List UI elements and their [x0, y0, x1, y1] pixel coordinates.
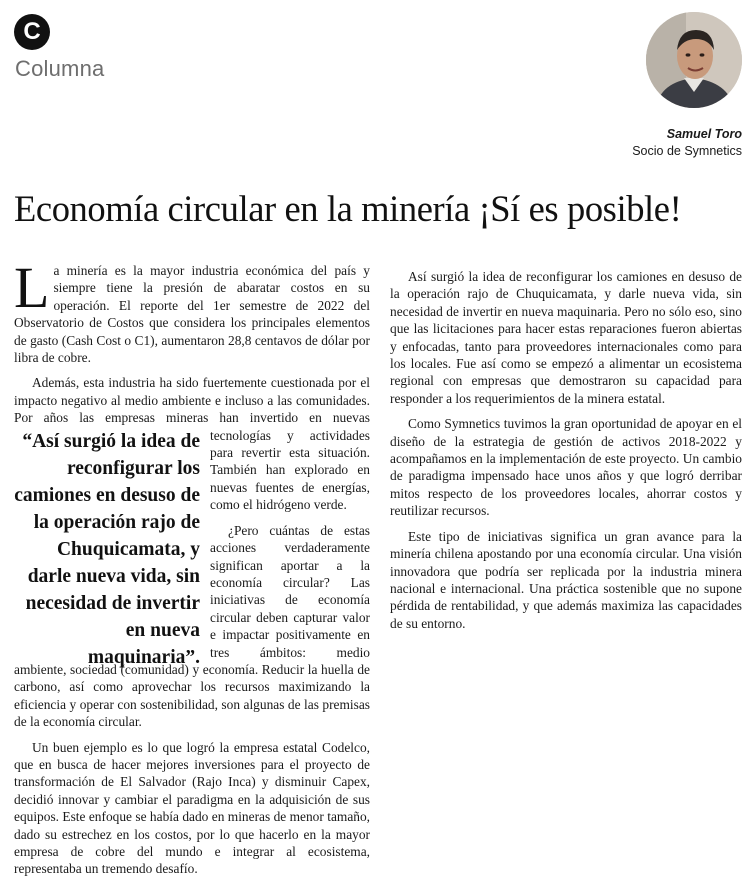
article-paragraph: Como Symnetics tuvimos la gran oportunidad de apoyar en el diseño de la estrategia de gestión de activos 2018-2022 y acompañamos en la implementación de este proyecto. Un cambio de paradigma impensado hace unos años y que logró derribar mitos respecto de los proveedores locales, ahorrar costos y reutilizar recursos.	[390, 416, 742, 519]
author-photo	[646, 12, 742, 108]
paragraph-text: Además, esta industria ha sido fuertemente cuestionada por el impacto negativo al medio ambiente e incluso a las comunidades. Por años las empresas mineras han invertido en nuevas tecnologías y actividades para revertir esta situación. También han explorado en nuevas fuentes de energías, como el hidrógeno verde.	[14, 375, 370, 513]
section-label: Columna	[15, 56, 105, 81]
paragraph-text: a minería es la mayor industria económica del país y siempre tiene la presión de abaratar costos en su operación. El reporte del 1er semestre de 2022 del Observatorio de Costos que considera los principales elementos de gasto (Cash Cost o C1), aumentaron 28,8 centavos de dólar por libra de cobre.	[14, 263, 370, 366]
article-paragraph: Así surgió la idea de reconfigurar los camiones en desuso de la operación rajo de Chuquicamata, y darle nueva vida, sin necesidad de invertir en nueva maquinaria. Pero no sólo eso, sino que las licitaciones para hacer estas reparaciones fueron abiertas y enfocadas, tanto para proveedores internacionales como para los locales. Fue así como se empezó a alimentar un ecosistema regional con empresas que demostraron su capacidad para responder a los requerimientos de la minera estatal.	[390, 269, 742, 406]
author-name: Samuel Toro	[666, 127, 742, 141]
author-role: Socio de Symnetics	[632, 144, 742, 158]
author-byline	[632, 126, 742, 160]
article-column-right	[390, 268, 742, 640]
section-badge: C	[14, 14, 50, 50]
pull-quote-block: “Así surgió la idea de reconfigurar los camiones en desuso de la operación rajo de Chuquicamata, y darle nueva vida, sin necesidad de invertir en nueva maquinaria”.	[14, 431, 200, 668]
article-paragraph	[14, 255, 370, 366]
article-paragraph: ¿Pero cuántas de estas acciones verdaderamente significan aportar a la economía circular? Las iniciativas de economía circular deben capturar valor e impactar positivamente en tres ámbitos: medio ambiente, sociedad (comunidad) y economía. Reducir la huella de carbono, así como aprovechar los recursos maximizando la eficiencia y operar con sostenibilidad, son algunas de las premisas de la economía circular.	[14, 522, 370, 730]
headline: Economía circular en la minería ¡Sí es posible!	[14, 188, 682, 229]
article-paragraph: Un buen ejemplo es lo que logró la empresa estatal Codelco, que en busca de hacer mejores inversiones para el proyecto de transformación de El Salvador (Rajo Inca) y disminuir Capex, decidió innovar y cambiar el paradigma en la adquisición de sus equipos. Este enfoque se había dado en mineras de menor tamaño, dado su estrechez en los costos, por lo que hacerlo en la mayor empresa de cobre del mundo e integrar al ecosistema, representaba un tremendo desafío.	[14, 739, 370, 877]
drop-cap: L	[14, 255, 50, 320]
article-paragraph: Este tipo de iniciativas significa un gran avance para la minería chilena apostando por una economía circular. Una visión innovadora que podría ser replicada por la industria minera nacional e internacional. Una práctica sostenible que no supone pérdida de rentabilidad, y que además maximiza las capacidades de su entorno.	[390, 528, 742, 631]
